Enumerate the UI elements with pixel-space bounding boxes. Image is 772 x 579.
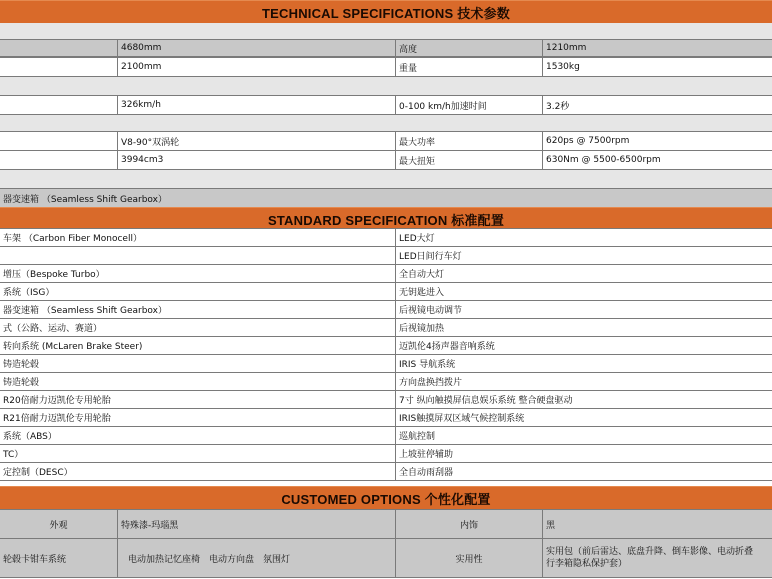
tech-label-left: [0, 151, 118, 169]
tech-label-right: 最大功率: [396, 132, 543, 150]
standard-left: 铸造轮毂: [0, 355, 396, 372]
standard-right: 迈凯伦4扬声器音响系统: [399, 342, 495, 352]
custom-value-right: [543, 539, 772, 577]
tech-label-left: [0, 58, 118, 76]
tech-row: [0, 150, 772, 170]
standard-row: [0, 336, 772, 355]
tech-label-left: [0, 40, 118, 56]
standard-row: [0, 390, 772, 409]
standard-right: 巡航控制: [399, 432, 436, 442]
standard-row: [0, 318, 772, 337]
tech-label-right: 重量: [396, 58, 543, 76]
standard-left: 系统（ABS）: [0, 427, 396, 444]
standard-right: 全自动雨刮器: [399, 468, 454, 478]
custom-label-left: 外观: [0, 510, 118, 538]
custom-value-left: 电动加热记忆座椅 电动方向盘 氛围灯: [118, 539, 396, 577]
tech-value-left: 326km/h: [118, 96, 396, 114]
tech-row-full: [0, 188, 772, 208]
standard-left: 系统（ISG）: [0, 283, 396, 300]
tech-label-right: 最大扭矩: [396, 151, 543, 169]
tech-row: [0, 39, 772, 57]
custom-row: [0, 538, 772, 578]
standard-right: 后视镜加热: [399, 324, 445, 334]
tech-value-left: 2100mm: [118, 58, 396, 76]
standard-row: [0, 300, 772, 319]
standard-left: 增压（Bespoke Turbo）: [0, 265, 396, 282]
spacer-band: [0, 77, 772, 95]
custom-value-line: 行李箱隐私保护套）: [546, 559, 628, 569]
spacer-band: [0, 115, 772, 131]
standard-right: IRIS 导航系统: [399, 360, 456, 370]
tech-label-right: 高度: [396, 40, 543, 56]
standard-row: [0, 228, 772, 247]
custom-value-left: 特殊漆-玛瑙黑: [118, 510, 396, 538]
standard-right: IRIS触摸屏双区域气候控制系统: [399, 414, 525, 424]
custom-label-right: 内饰: [396, 510, 543, 538]
tech-value-left: 3994cm3: [118, 151, 396, 169]
standard-row: [0, 246, 772, 265]
standard-left: 定控制（DESC）: [0, 463, 396, 480]
standard-row: [0, 408, 772, 427]
custom-value-right: 黑: [546, 520, 556, 531]
standard-row: [0, 372, 772, 391]
custom-label-right: 实用性: [396, 539, 543, 577]
gearbox-cell: 器变速箱 （Seamless Shift Gearbox）: [3, 194, 167, 205]
standard-row: [0, 444, 772, 463]
spacer-band: [0, 23, 772, 39]
standard-right: 7寸 纵向触摸屏信息娱乐系统 整合硬盘驱动: [399, 396, 573, 406]
standard-left: 式（公路、运动、赛道）: [0, 319, 396, 336]
standard-left: 器变速箱 （Seamless Shift Gearbox）: [0, 301, 396, 318]
tech-value-left: V8-90°双涡轮: [118, 132, 396, 150]
custom-label-left: 轮毂卡钳车系统: [0, 539, 118, 577]
tech-value-right: 1210mm: [546, 43, 587, 53]
tech-row: [0, 131, 772, 151]
standard-right: 后视镜电动调节: [399, 306, 463, 316]
tech-label-right: 0-100 km/h加速时间: [396, 96, 543, 114]
standard-left: 转向系统 (McLaren Brake Steer): [0, 337, 396, 354]
standard-left: R20倍耐力迈凯伦专用轮胎: [0, 391, 396, 408]
tech-row: [0, 57, 772, 77]
standard-right: LED大灯: [399, 234, 435, 244]
standard-left: 车架 （Carbon Fiber Monocell）: [0, 229, 396, 246]
standard-row: [0, 462, 772, 481]
header-title: STANDARD SPECIFICATION 标准配置: [267, 212, 505, 228]
tech-value-right: 1530kg: [546, 62, 580, 72]
header-title: CUSTOMED OPTIONS 个性化配置: [281, 491, 491, 507]
standard-right: 全自动大灯: [399, 270, 445, 280]
tech-value-left: 4680mm: [118, 40, 396, 56]
standard-left: TC）: [0, 445, 396, 462]
custom-value-line: 实用包（前后雷达、底盘升降、倒车影像、电动折叠: [546, 547, 754, 557]
standard-left: 铸造轮毂: [0, 373, 396, 390]
standard-left: R21倍耐力迈凯伦专用轮胎: [0, 409, 396, 426]
standard-row: [0, 282, 772, 301]
standard-right: 方向盘换挡拨片: [399, 378, 463, 388]
standard-left: [0, 247, 396, 264]
tech-row: [0, 95, 772, 115]
tech-label-left: [0, 132, 118, 150]
standard-row: [0, 264, 772, 283]
spacer-band: [0, 170, 772, 188]
customed-options-header: [0, 486, 772, 510]
header-title: TECHNICAL SPECIFICATIONS 技术参数: [262, 5, 510, 21]
tech-value-right: 620ps @ 7500rpm: [546, 136, 630, 146]
standard-row: [0, 426, 772, 445]
standard-right: LED日间行车灯: [399, 252, 462, 262]
technical-specifications-header: [0, 0, 772, 24]
standard-row: [0, 354, 772, 373]
tech-label-left: [0, 96, 118, 114]
standard-right: 无钥匙进入: [399, 288, 445, 298]
standard-right: 上坡驻停辅助: [399, 450, 454, 460]
custom-row: [0, 509, 772, 539]
tech-value-right: 3.2秒: [546, 101, 570, 112]
tech-value-right: 630Nm @ 5500-6500rpm: [546, 155, 661, 165]
